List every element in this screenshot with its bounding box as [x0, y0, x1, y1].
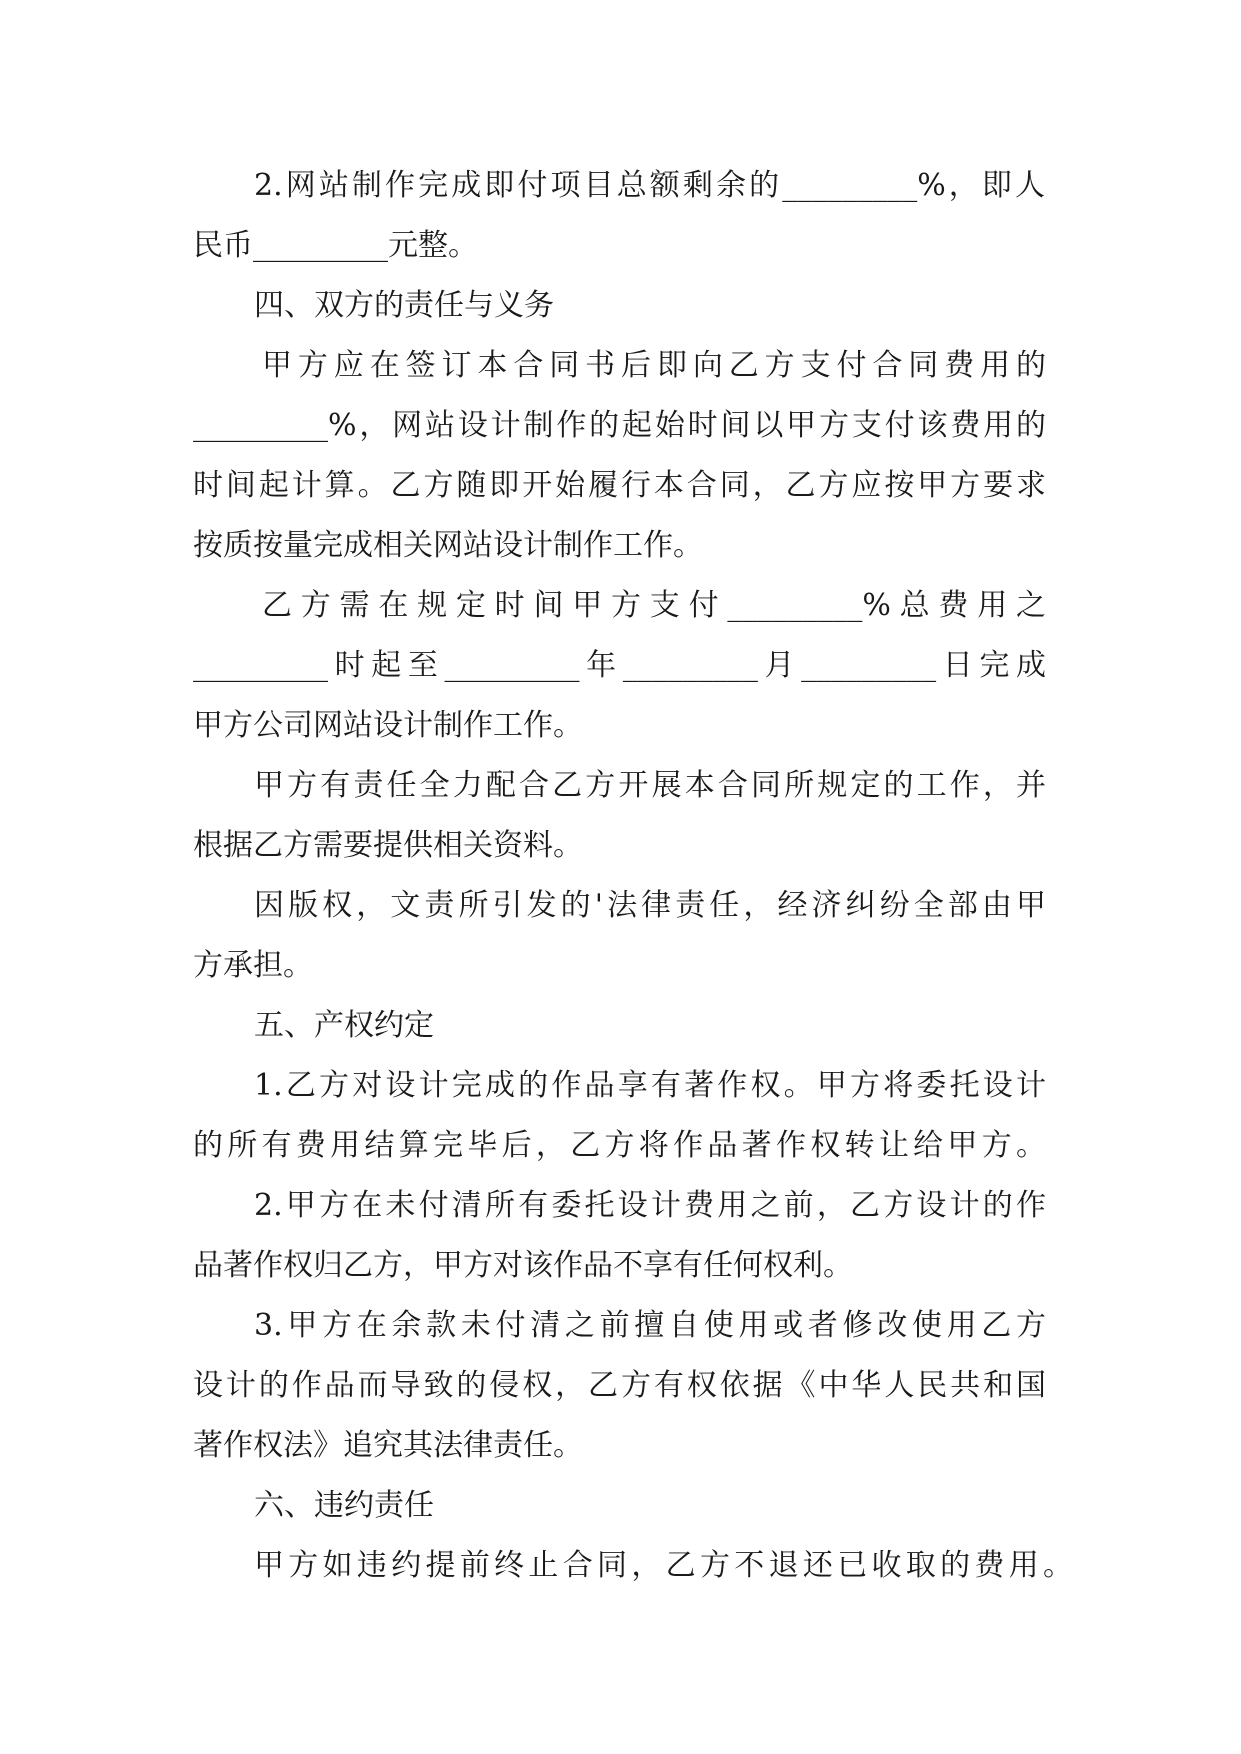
- section-heading: 五、产权约定: [254, 1008, 434, 1043]
- paragraph-line: 民币_________元整。: [193, 228, 478, 263]
- section-heading: 四、双方的责任与义务: [254, 288, 554, 323]
- paragraph-line: 2.甲方在未付清所有委托设计费用之前，乙方设计的作: [254, 1188, 1046, 1223]
- paragraph-line: 甲方有责任全力配合乙方开展本合同所规定的工作，并: [254, 768, 1046, 803]
- paragraph-line: 甲方公司网站设计制作工作。: [193, 708, 583, 743]
- paragraph-line: 设计的作品而导致的侵权，乙方有权依据《中华人民共和国: [193, 1368, 1046, 1403]
- paragraph-line: 时间起计算。乙方随即开始履行本合同，乙方应按甲方要求: [193, 468, 1046, 503]
- paragraph-line: 3.甲方在余款未付清之前擅自使用或者修改使用乙方: [254, 1308, 1046, 1343]
- paragraph-line: 甲方应在签订本合同书后即向乙方支付合同费用的: [262, 348, 1046, 383]
- paragraph-line: 乙方需在规定时间甲方支付_________%总费用之: [262, 588, 1046, 623]
- paragraph-line: 1.乙方对设计完成的作品享有著作权。甲方将委托设计: [254, 1068, 1046, 1103]
- paragraph-line: 根据乙方需要提供相关资料。: [193, 828, 583, 863]
- section-heading: 六、违约责任: [254, 1488, 434, 1523]
- paragraph-line: 因版权，文责所引发的'法律责任，经济纠纷全部由甲: [254, 888, 1046, 923]
- paragraph-line: 2.网站制作完成即付项目总额剩余的_________%，即人: [254, 168, 1045, 203]
- paragraph-line: 方承担。: [193, 948, 313, 983]
- paragraph-line: 品著作权归乙方，甲方对该作品不享有任何权利。: [193, 1248, 853, 1283]
- paragraph-line: 按质按量完成相关网站设计制作工作。: [193, 528, 703, 563]
- paragraph-line: _________%，网站设计制作的起始时间以甲方支付该费用的: [193, 408, 1046, 443]
- paragraph-line: 著作权法》追究其法律责任。: [193, 1428, 583, 1463]
- paragraph-line: 甲方如违约提前终止合同，乙方不退还已收取的费用。: [254, 1548, 1073, 1583]
- paragraph-line: 的所有费用结算完毕后，乙方将作品著作权转让给甲方。: [193, 1128, 1046, 1163]
- paragraph-line: _________时起至_________年_________月_________日完成: [193, 648, 1046, 683]
